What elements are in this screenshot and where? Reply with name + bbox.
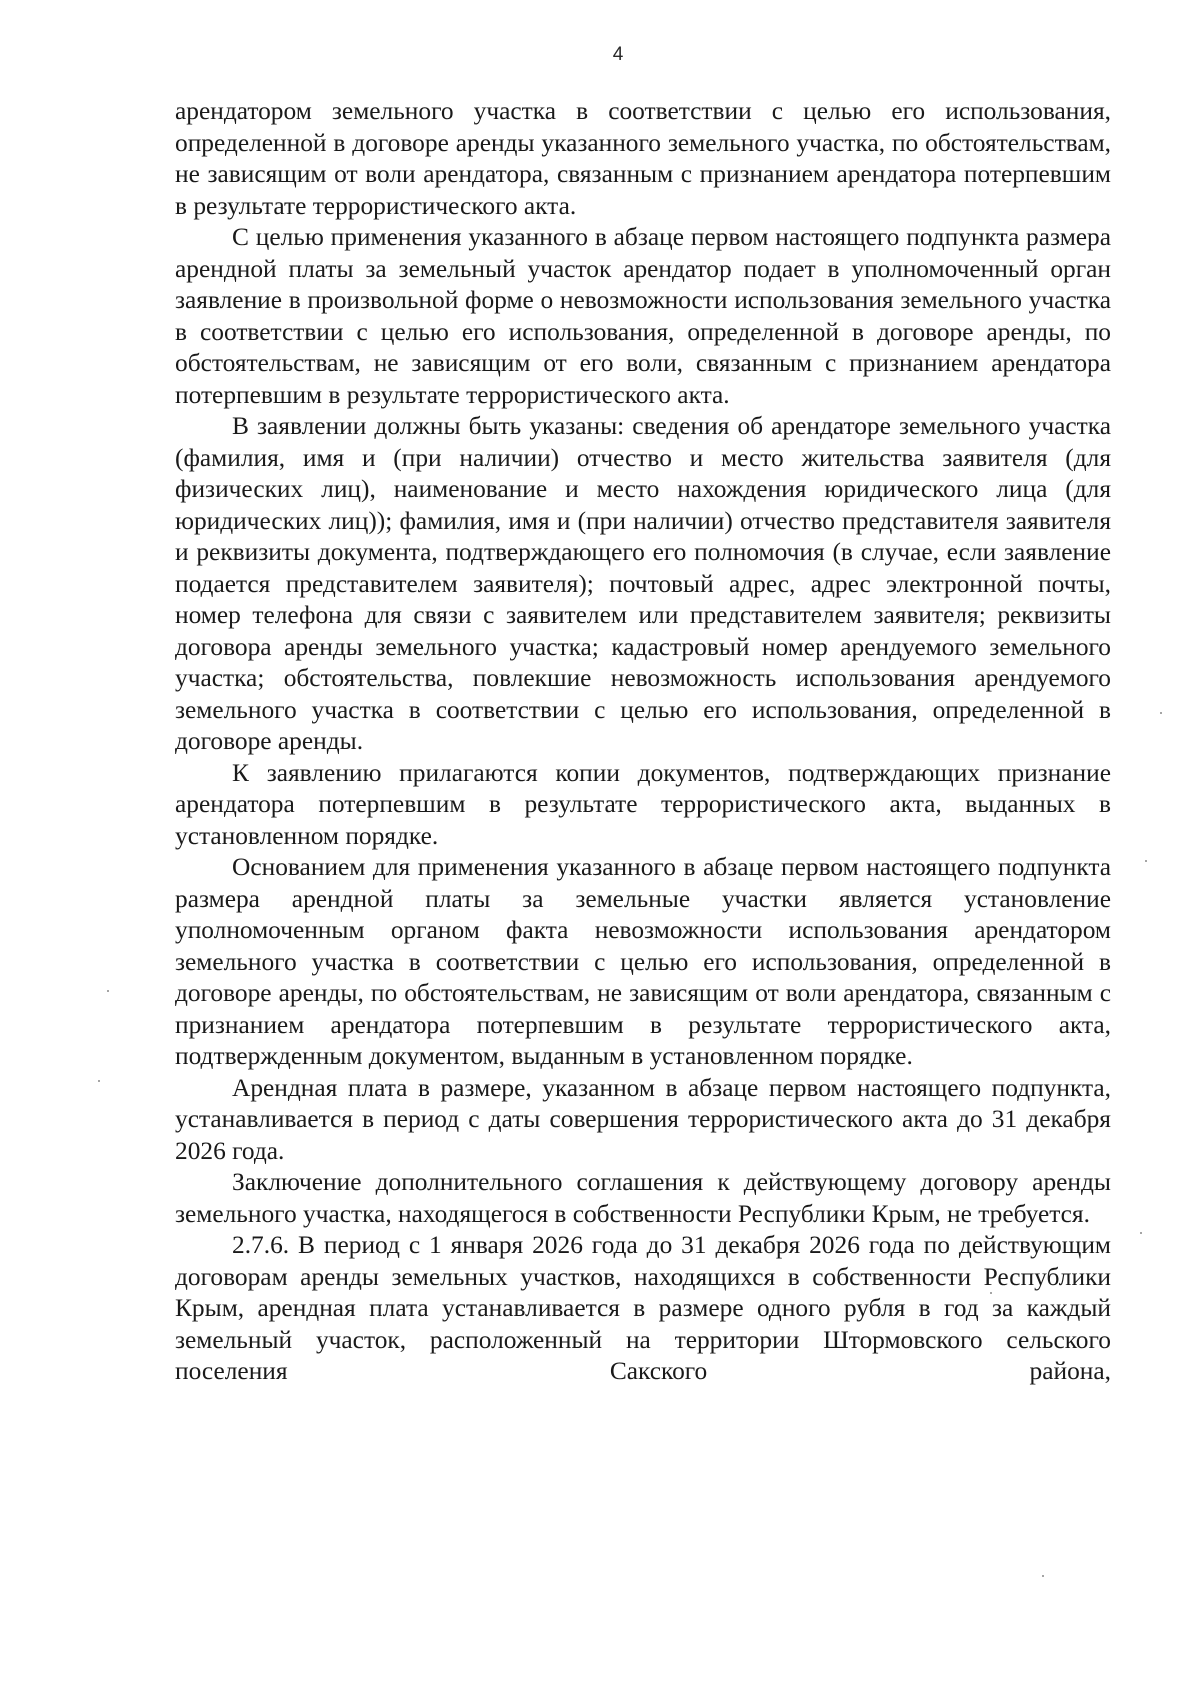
paragraph-attachments: К заявлению прилагаются копии документов, подтверждающих признание арендатора потерпевшим в результате террористического акта, выданных в установленном порядке. — [175, 758, 1111, 850]
paragraph-rent-period: Арендная плата в размере, указанном в абзаце первом настоящего подпункта, устанавливается в период с даты совершения террористического акта до 31 декабря 2026 года. — [175, 1073, 1111, 1165]
scan-speck — [1145, 860, 1147, 862]
paragraph-continuation: арендатором земельного участка в соответствии с целью его использования, определенной в договоре аренды указанного земельного участка, по обстоятельствам, не зависящим от воли арендатора, связанным с признанием арендатора потерпевшим в результате террористического акта. — [175, 97, 1111, 220]
scan-speck — [1160, 712, 1162, 714]
paragraph-grounds: Основанием для применения указанного в абзаце первом настоящего подпункта размера арендной платы за земельные участки является установление уполномоченным органом факта невозможности использования арендатором земельного участка в соответствии с целью его использования, определенной в договоре аренды, по обстоятельствам, не зависящим от воли арендатора, связанным с признанием арендатора потерпевшим в результате террористического акта, подтвержденным документом, выданным в установленном порядке. — [175, 853, 1111, 1070]
page-number: 4 — [612, 44, 624, 65]
paragraph-subclause-2-7-6: 2.7.6. В период с 1 января 2026 года до 31 декабря 2026 года по действующим договорам аренды земельных участков, находящихся в собственности Республики Крым, арендная плата устанавливается в размере одного рубля в год за каждый земельный участок, расположенный на территории Штормовского сельского поселения Сакского района, — [175, 1231, 1111, 1385]
paragraph-application-purpose: С целью применения указанного в абзаце первом настоящего подпункта размера арендной платы за земельный участок арендатор подает в уполномоченный орган заявление в произвольной форме о невозможности использования земельного участка в соответствии с целью его использования, определенной в договоре аренды, по обстоятельствам, не зависящим от его воли, связанным с признанием арендатора потерпевшим в результате террористического акта. — [175, 223, 1111, 409]
scan-speck — [990, 1292, 992, 1294]
document-body — [175, 96, 1111, 1388]
scan-speck — [1140, 1232, 1142, 1234]
scan-speck — [107, 990, 109, 992]
scan-speck — [98, 1080, 100, 1082]
paragraph-application-contents: В заявлении должны быть указаны: сведения об арендаторе земельного участка (фамилия, имя и (при наличии) отчество и место жительства заявителя (для физических лиц), наименование и место нахождения юридического лица (для юридических лиц)); фамилия, имя и (при наличии) отчество представителя заявителя и реквизиты документа, подтверждающего его полномочия (в случае, если заявление подается представителем заявителя); почтовый адрес, адрес электронной почты, номер телефона для связи с заявителем или представителем заявителя; реквизиты договора аренды земельного участка; кадастровый номер арендуемого земельного участка; обстоятельства, повлекшие невозможность использования арендуемого земельного участка в соответствии с целью его использования, определенной в договоре аренды. — [175, 412, 1111, 755]
scan-speck — [1042, 1575, 1044, 1577]
paragraph-no-additional-agreement: Заключение дополнительного соглашения к действующему договору аренды земельного участка, находящегося в собственности Республики Крым, не требуется. — [175, 1168, 1111, 1228]
